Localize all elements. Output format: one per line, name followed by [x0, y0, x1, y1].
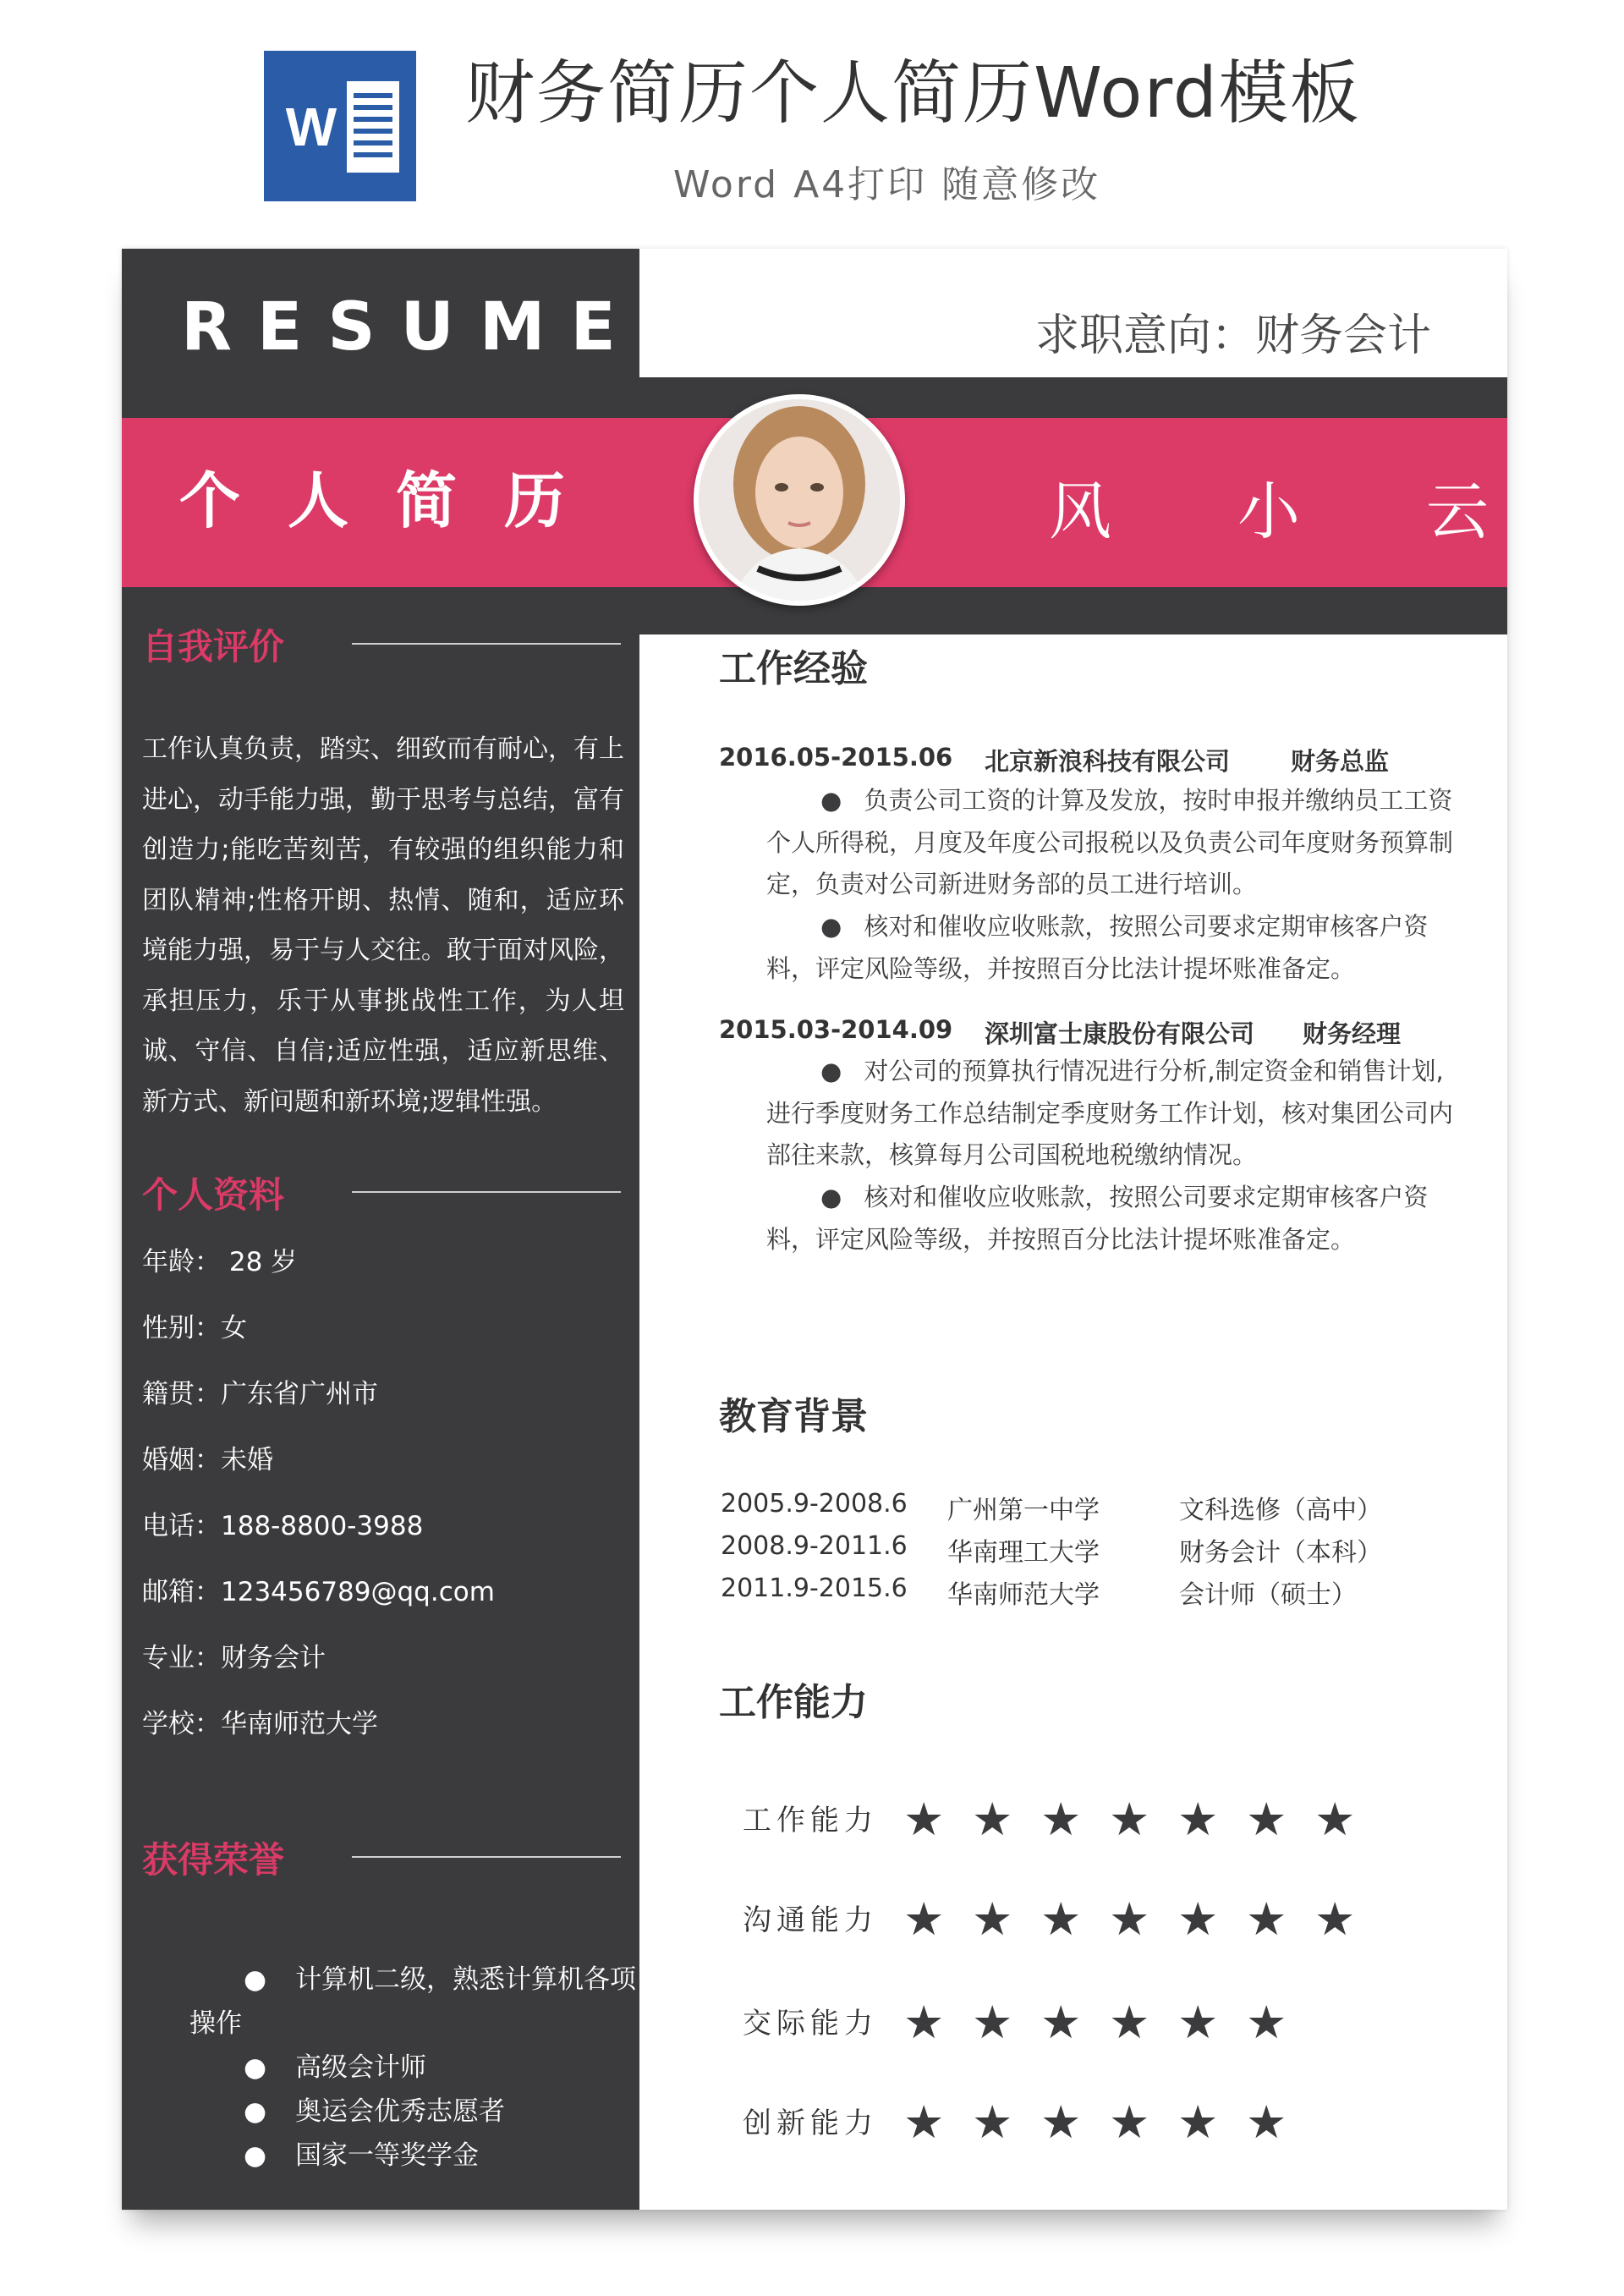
star-icon: ★ [1246, 1793, 1287, 1846]
info-gender: 性别：女 [142, 1313, 247, 1343]
self-eval-text: 工作认真负责，踏实、细致而有耐心，有上进心，动手能力强，勤于思考与总结，富有创造力;能吃苦刻苦，有较强的组织能力和团队精神;性格开朗、热情、随和，适应环境能力强，易于与人交往。敢于面对风险，承担压力，乐于从事挑战性工作，为人坦诚、守信、自信;适应性强，适应新思维、新方式、新问题和新环境;逻辑性强。 [142, 734, 624, 1117]
edu-period: 2011.9-2015.6 [721, 1574, 908, 1603]
star-icon: ★ [972, 1996, 1013, 2049]
skill-label: 沟通能力 [743, 1903, 878, 1937]
word-logo-letter: W [285, 96, 337, 157]
job-company: 北京新浪科技有限公司 [985, 747, 1231, 776]
info-marital: 婚姻：未婚 [142, 1445, 273, 1475]
star-icon: ★ [1177, 2096, 1219, 2149]
info-major: 专业：财务会计 [142, 1643, 326, 1673]
honor-item: ● 计算机二级，熟悉计算机各项 [244, 1964, 637, 1995]
star-icon: ★ [972, 2096, 1013, 2149]
star-icon: ★ [1109, 1996, 1150, 2049]
star-icon: ★ [903, 1996, 945, 2049]
avatar [694, 394, 905, 606]
star-icon: ★ [1246, 2096, 1287, 2149]
info-hometown: 籍贯：广东省广州市 [142, 1379, 378, 1409]
star-icon: ★ [1109, 2096, 1150, 2149]
bullet-icon: ● [820, 912, 842, 941]
page-subtitle: Word A4打印 随意修改 [673, 163, 1101, 206]
resume-word: RESUME [181, 289, 641, 365]
resume-card [122, 249, 1507, 2210]
honor-item: ● 高级会计师 [244, 2052, 427, 2083]
name-char: 云 [1426, 475, 1489, 548]
bullet-icon: ● [820, 1183, 842, 1211]
star-icon: ★ [1177, 1793, 1219, 1846]
job-title: 财务经理 [1303, 1019, 1402, 1048]
edu-major: 会计师（硕士） [1179, 1580, 1357, 1610]
bullet-icon: ● [244, 2140, 267, 2171]
star-icon: ★ [1314, 1793, 1356, 1846]
personal-info-heading: 个人资料 [142, 1174, 285, 1216]
job-period: 2015.03-2014.09 [719, 1015, 953, 1044]
divider [352, 1191, 621, 1193]
job-company: 深圳富士康股份有限公司 [985, 1019, 1255, 1048]
star-icon: ★ [1040, 2096, 1082, 2149]
honor-item-continued: 操作 [189, 2008, 242, 2039]
star-icon: ★ [903, 1892, 945, 1946]
divider [352, 1856, 621, 1858]
star-icon: ★ [1040, 1996, 1082, 2049]
info-age: 年龄： 28 岁 [142, 1247, 298, 1277]
star-icon: ★ [1040, 1892, 1082, 1946]
name-char: 小 [1237, 475, 1300, 548]
star-icon: ★ [1177, 1892, 1219, 1946]
skill-label: 创新能力 [743, 2106, 878, 2140]
page-title: 财务简历个人简历Word模板 [465, 53, 1361, 134]
job-duty: ● 负责公司工资的计算及发放，按时申报并缴纳员工工资个人所得税，月度及年度公司报税以及负责公司年度财务预算制定，负责对公司新进财务部的员工进行培训。 [766, 786, 1454, 898]
job-objective: 求职意向：财务会计 [1034, 310, 1431, 361]
self-eval-heading: 自我评价 [142, 626, 285, 667]
name-char: 风 [1049, 475, 1111, 548]
bullet-icon: ● [244, 2052, 267, 2083]
skill-rating [903, 1892, 1383, 1946]
candidate-name [1049, 462, 1489, 552]
info-phone: 电话：188-8800-3988 [142, 1511, 424, 1541]
star-icon: ★ [972, 1793, 1013, 1846]
star-icon: ★ [1246, 1892, 1287, 1946]
job-duty: ● 对公司的预算执行情况进行分析,制定资金和销售计划,进行季度财务工作总结制定季度财务工作计划，核对集团公司内部往来款，核算每月公司国税地税缴纳情况。 [766, 1057, 1454, 1169]
skill-rating [903, 2096, 1314, 2149]
skill-rating [903, 1793, 1383, 1846]
banner-title: 个人简历 [179, 465, 613, 536]
bullet-icon: ● [244, 2096, 267, 2127]
work-heading: 工作经验 [719, 647, 868, 690]
edu-school: 广州第一中学 [947, 1496, 1100, 1525]
word-logo-icon [264, 51, 416, 201]
divider [352, 643, 621, 645]
star-icon: ★ [1109, 1793, 1150, 1846]
info-email: 邮箱：123456789@qq.com [142, 1577, 495, 1607]
star-icon: ★ [1177, 1996, 1219, 2049]
job-period: 2016.05-2015.06 [719, 743, 953, 772]
bullet-icon: ● [820, 786, 842, 815]
star-icon: ★ [903, 1793, 945, 1846]
star-icon: ★ [1109, 1892, 1150, 1946]
edu-period: 2005.9-2008.6 [721, 1489, 908, 1519]
info-school: 学校：华南师范大学 [142, 1709, 378, 1739]
star-icon: ★ [903, 2096, 945, 2149]
skill-rating [903, 1996, 1314, 2049]
education-heading: 教育背景 [719, 1395, 868, 1438]
star-icon: ★ [1246, 1996, 1287, 2049]
bullet-icon: ● [820, 1057, 842, 1085]
edu-major: 财务会计（本科） [1179, 1538, 1382, 1568]
edu-school: 华南师范大学 [947, 1580, 1100, 1610]
honor-item: ● 国家一等奖学金 [244, 2140, 480, 2171]
star-icon: ★ [972, 1892, 1013, 1946]
skill-label: 交际能力 [743, 2007, 878, 2041]
bullet-icon: ● [244, 1964, 267, 1995]
honors-heading: 获得荣誉 [142, 1839, 285, 1881]
skills-heading: 工作能力 [719, 1681, 868, 1724]
job-title: 财务总监 [1291, 747, 1390, 776]
job-duty: ● 核对和催收应收账款，按照公司要求定期审核客户资料，评定风险等级，并按照百分比法计提坏账准备定。 [766, 912, 1429, 983]
job-duty: ● 核对和催收应收账款，按照公司要求定期审核客户资料，评定风险等级，并按照百分比法计提坏账准备定。 [766, 1183, 1429, 1254]
edu-school: 华南理工大学 [947, 1538, 1100, 1568]
skill-label: 工作能力 [743, 1804, 878, 1837]
honor-item: ● 奥运会优秀志愿者 [244, 2096, 506, 2127]
edu-major: 文科选修（高中） [1179, 1496, 1382, 1525]
star-icon: ★ [1040, 1793, 1082, 1846]
star-icon: ★ [1314, 1892, 1356, 1946]
edu-period: 2008.9-2011.6 [721, 1531, 908, 1561]
